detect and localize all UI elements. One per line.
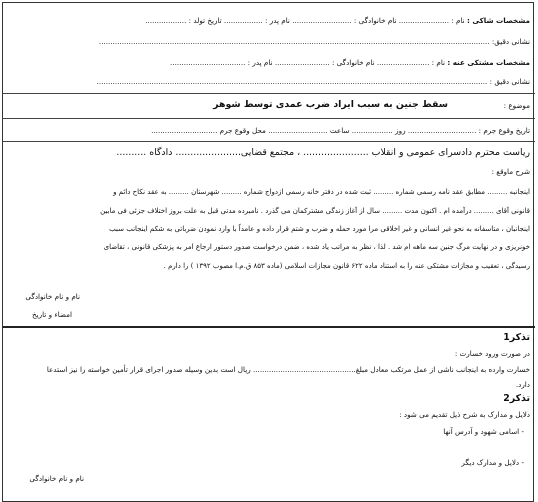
complainant-fields: نام : ...................... نام خانوادگی : .......................... نام پدر : ................. تاریخ تولد : ..................	[145, 16, 465, 25]
defendant-fields: نام : ....................... نام خانوادگی : ........................ نام پدر : .................................	[170, 58, 446, 67]
addressee: ریاست محترم دادسرای عمومی و انقلاب ...................... ، مجتمع قضایی...................... دادگاه ..........	[116, 147, 530, 158]
signature-name: نام و نام خانوادگی	[25, 292, 80, 301]
footer-name-cut: نام و نام خانوادگی	[29, 474, 84, 483]
divider	[3, 141, 535, 142]
complainant-address: نشانی دقیق: ...........................................................................................................................................................................	[98, 37, 530, 46]
divider	[3, 93, 535, 94]
divider	[3, 326, 535, 328]
description-line: قانونی آقای ......... درآمده ام . اکنون مدت ......... سال از آغاز زندگی مشترکمان می گذرد . نامبرده مدتی قبل به علت بروز اختلاف جزئی فی مابین	[100, 207, 530, 215]
description-line: خونریزی و در نهایت مرگ جنین سه ماهه ام شد . لذا ، نظر به مراتب یاد شده ، ضمن درخواست صدور دستور ارجاع امر به پزشکی قانونی ، تقاضای	[103, 243, 530, 251]
defendant-row	[170, 58, 530, 68]
subject-label: موضوع :	[503, 101, 530, 110]
description-heading: شرح ماوقع :	[491, 167, 530, 176]
divider	[3, 118, 535, 119]
description-line: رسیدگی ، تعقیب و مجازات مشتکی عنه را به استناد ماده ۶۲۲ قانون مجازات اسلامی (ماده ۸۵۳ ق.م.ا مصوب ۱۳۹۲ ) را دارم .	[163, 262, 530, 270]
note1-line: دارد.	[515, 380, 530, 389]
subject-text: سقط جنین به سبب ایراد ضرب عمدی توسط شوهر	[213, 99, 448, 110]
defendant-heading: مشخصات مشتکی عنه :	[447, 58, 530, 67]
note1-line: در صورت ورود خسارت :	[454, 349, 530, 358]
crime-info: تاریخ وقوع جرم : .............................. روز .................. ساعت .......................... محل وقوع جرم .............................	[151, 126, 530, 135]
note1-title: تذکر1	[503, 332, 530, 343]
note2-title: تذکر2	[503, 393, 530, 404]
note1-line: خسارت وارده به اینجانب ناشی از عمل مرتکب معادل مبلغ............................................. ریال است بدین وسیله صدور اجرای قرار تأمین خواسته را نیز استدعا	[46, 365, 530, 374]
signature-date: امضاء و تاریخ	[32, 310, 72, 319]
complainant-heading: مشخصات شاکی :	[466, 16, 530, 25]
note2-line: - اسامی شهود و آدرس آنها	[443, 427, 524, 436]
description-line: اینجانبه ......... مطابق عقد نامه رسمی شماره ......... ثبت شده در دفتر خانه رسمی ازدواج شماره ......... شهرستان ......... به عقد نکاح دائم و	[113, 188, 530, 196]
defendant-address: نشانی دقیق : ...........................................................................................................................................................................	[96, 77, 530, 86]
complainant-row	[145, 16, 530, 26]
note2-line: دلایل و مدارک به شرح ذیل تقدیم می شود :	[399, 410, 530, 419]
note2-line: - دلایل و مدارک دیگر	[461, 458, 524, 467]
description-line: اینجانبان ، متاسفانه به نحو غیر انسانی و غیر اخلاقی مرا مورد حمله و ضرب و شتم قرار داده و عامداً با وارد نمودن ضرباتی به شکم اینجانب سبب	[109, 225, 530, 233]
